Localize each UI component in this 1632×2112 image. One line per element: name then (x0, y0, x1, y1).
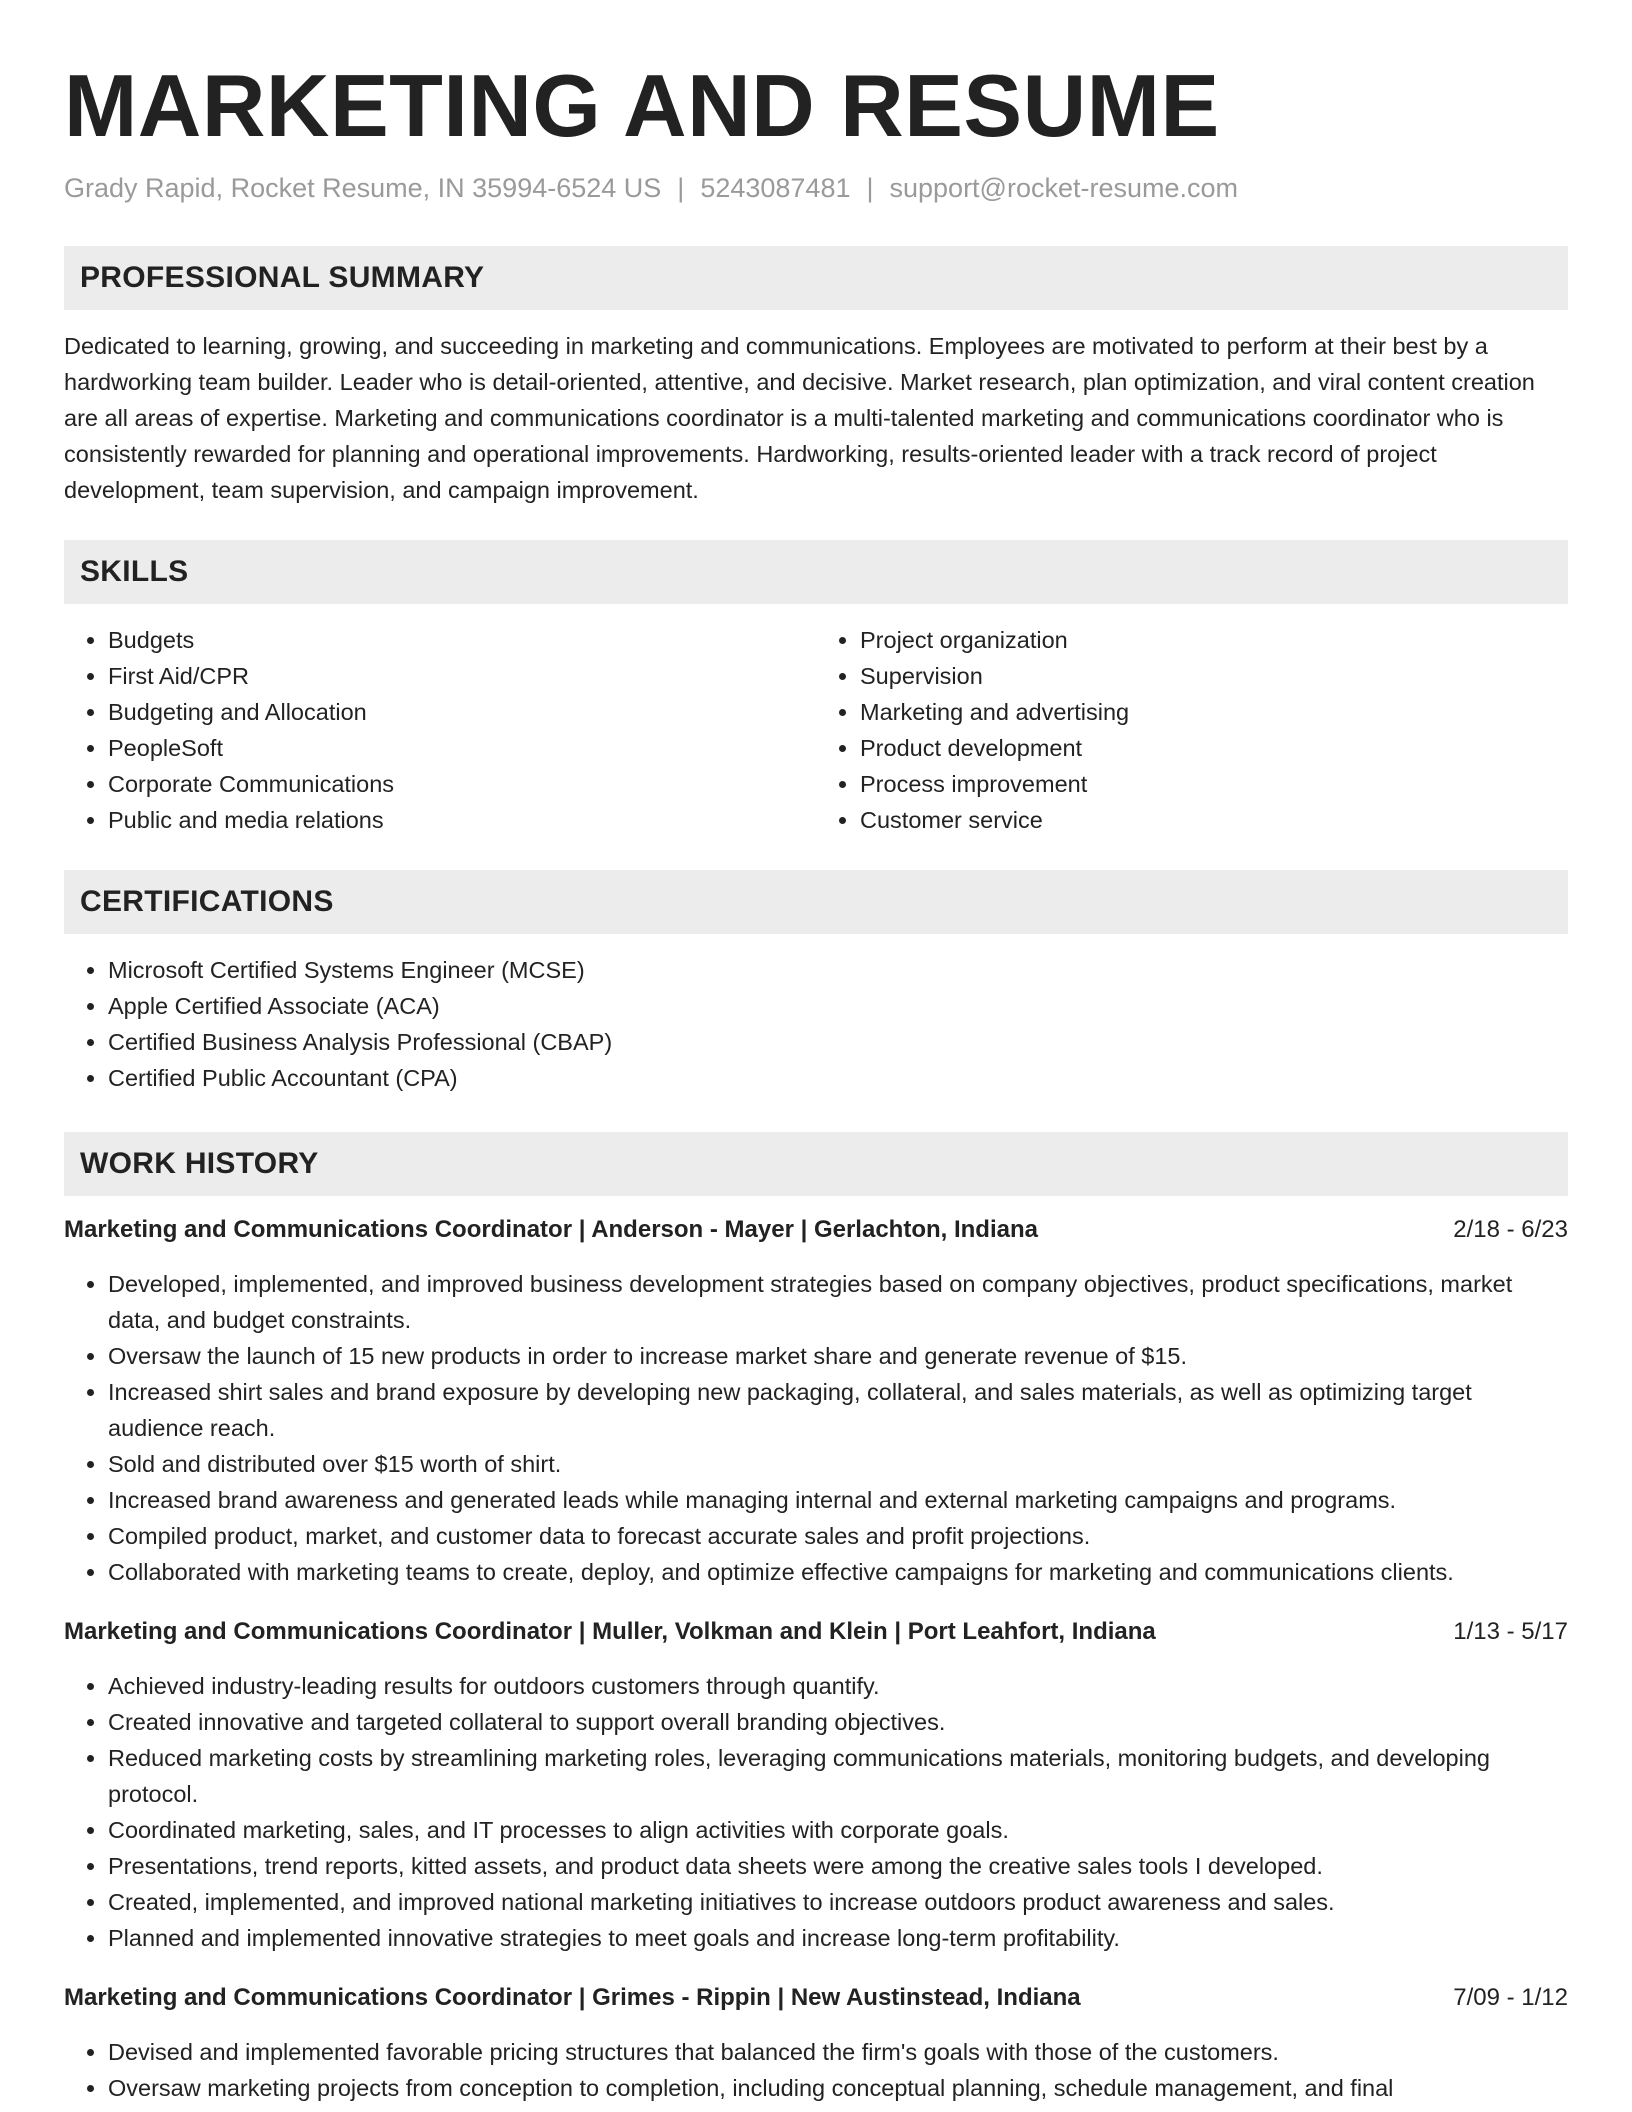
job-header (64, 1614, 1568, 1650)
job-entry (64, 1212, 1568, 1590)
contact-address: Grady Rapid, Rocket Resume, IN 35994-6524 US (64, 173, 662, 203)
job-header (64, 1212, 1568, 1248)
job-bullet: • Achieved industry-leading results for outdoors customers through quantify. (108, 1668, 1568, 1704)
certification-item: • Apple Certified Associate (ACA) (108, 988, 1568, 1024)
job-bullet: • Coordinated marketing, sales, and IT processes to align activities with corporate goals. (108, 1812, 1568, 1848)
skills-list-right (816, 622, 1568, 838)
skill-item: • Customer service (860, 802, 1568, 838)
skills-list-left (64, 622, 816, 838)
skill-item: • Marketing and advertising (860, 694, 1568, 730)
job-bullet: • Planned and implemented innovative strategies to meet goals and increase long-term profitability. (108, 1920, 1568, 1956)
certification-item: • Certified Business Analysis Professional (CBAP) (108, 1024, 1568, 1060)
contact-separator: | (677, 173, 685, 203)
job-heading: Marketing and Communications Coordinator | Anderson - Mayer | Gerlachton, Indiana (64, 1216, 1038, 1243)
skill-item: • Budgeting and Allocation (108, 694, 816, 730)
skill-item: • Budgets (108, 622, 816, 658)
skill-item: • Project organization (860, 622, 1568, 658)
job-bullet: • Oversaw the launch of 15 new products in order to increase market share and generate revenue of $15. (108, 1338, 1568, 1374)
job-bullet: • Developed, implemented, and improved business development strategies based on company objectives, product specifications, market data, and budget constraints. (108, 1266, 1568, 1338)
job-bullet: • Reduced marketing costs by streamlining marketing roles, leveraging communications materials, monitoring budgets, and developing protocol. (108, 1740, 1568, 1812)
job-bullet: • Created innovative and targeted collateral to support overall branding objectives. (108, 1704, 1568, 1740)
job-bullet: • Increased brand awareness and generated leads while managing internal and external marketing campaigns and programs. (108, 1482, 1568, 1518)
contact-phone: 5243087481 (700, 173, 851, 203)
contact-email: support@rocket-resume.com (889, 173, 1239, 203)
contact-separator: | (866, 173, 874, 203)
job-entry (64, 1614, 1568, 1956)
summary-text: Dedicated to learning, growing, and succeeding in marketing and communications. Employees are motivated to perform at their best by a hardworking team builder. Leader who is detail-oriented, attentive, and decisive. Market research, plan optimization, and viral content creation are all areas of expertise. Marketing and communications coordinator is a multi-talented marketing and communications coordinator who is consistently rewarded for planning and operational improvements. Hardworking, results-oriented leader with a track record of project development, team supervision, and campaign improvement. (64, 333, 1535, 503)
job-bullets (64, 1668, 1568, 1956)
section-header-skills: SKILLS (64, 540, 1568, 604)
skill-item: • Process improvement (860, 766, 1568, 802)
job-entry (64, 1980, 1568, 2106)
skill-item: • PeopleSoft (108, 730, 816, 766)
job-header (64, 1980, 1568, 2016)
job-dates: 7/09 - 1/12 (1453, 1984, 1568, 2011)
section-header-summary: PROFESSIONAL SUMMARY (64, 246, 1568, 310)
skill-item: • Public and media relations (108, 802, 816, 838)
certification-item: • Microsoft Certified Systems Engineer (MCSE) (108, 952, 1568, 988)
job-bullet: • Compiled product, market, and customer data to forecast accurate sales and profit projections. (108, 1518, 1568, 1554)
job-bullet: • Oversaw marketing projects from conception to completion, including conceptual planning, schedule management, and final (108, 2070, 1568, 2106)
section-header-certifications: CERTIFICATIONS (64, 870, 1568, 934)
skill-item: • First Aid/CPR (108, 658, 816, 694)
job-bullets (64, 2034, 1568, 2106)
skill-item: • Corporate Communications (108, 766, 816, 802)
job-bullet: • Increased shirt sales and brand exposure by developing new packaging, collateral, and sales materials, as well as optimizing target audience reach. (108, 1374, 1568, 1446)
job-dates: 1/13 - 5/17 (1453, 1618, 1568, 1645)
section-header-work-history: WORK HISTORY (64, 1132, 1568, 1196)
certification-item: • Certified Public Accountant (CPA) (108, 1060, 1568, 1096)
certifications-list (64, 952, 1568, 1096)
job-bullets (64, 1266, 1568, 1590)
job-heading: Marketing and Communications Coordinator | Grimes - Rippin | New Austinstead, Indiana (64, 1984, 1081, 2011)
contact-line (64, 170, 1568, 206)
skill-item: • Product development (860, 730, 1568, 766)
job-heading: Marketing and Communications Coordinator | Muller, Volkman and Klein | Port Leahfort, Indiana (64, 1618, 1156, 1645)
job-bullet: • Sold and distributed over $15 worth of shirt. (108, 1446, 1568, 1482)
job-bullet: • Presentations, trend reports, kitted assets, and product data sheets were among the creative sales tools I developed. (108, 1848, 1568, 1884)
skills-columns (64, 622, 1568, 838)
skill-item: • Supervision (860, 658, 1568, 694)
job-dates: 2/18 - 6/23 (1453, 1216, 1568, 1243)
job-bullet: • Created, implemented, and improved national marketing initiatives to increase outdoors product awareness and sales. (108, 1884, 1568, 1920)
job-bullet: • Devised and implemented favorable pricing structures that balanced the firm's goals with those of the customers. (108, 2034, 1568, 2070)
job-bullet: • Collaborated with marketing teams to create, deploy, and optimize effective campaigns for marketing and communications clients. (108, 1554, 1568, 1590)
resume-name: MARKETING AND RESUME (64, 56, 1220, 155)
